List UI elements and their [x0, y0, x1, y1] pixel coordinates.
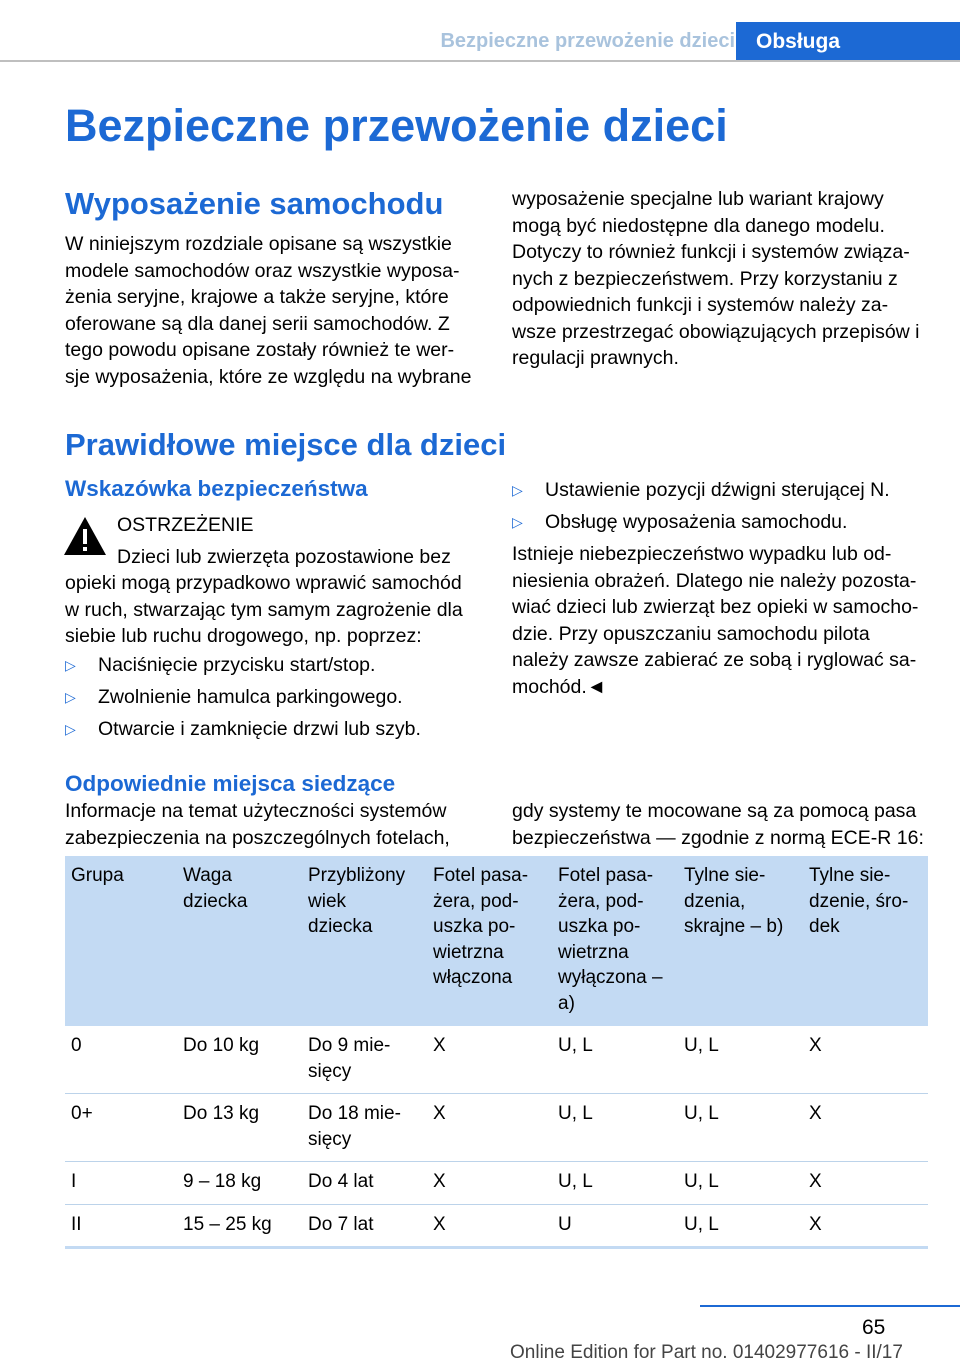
- warning-text: [65, 570, 463, 650]
- header-line: wiek: [308, 890, 347, 912]
- header-line: dzenie, śro-: [809, 890, 909, 912]
- header-line: żera, pod-: [558, 890, 644, 912]
- table-cell: Do 7 lat: [302, 1204, 427, 1248]
- header-line: dziecka: [308, 916, 373, 937]
- page-title: Bezpieczne przewożenie dzieci: [65, 100, 728, 151]
- text-line: gdy systemy te mocowane są za pomocą pasa: [512, 800, 917, 822]
- text-line: siebie lub ruchu drogowego, np. poprzez:: [65, 625, 422, 647]
- table-cell: U, L: [678, 1026, 803, 1094]
- table-cell: U, L: [552, 1162, 678, 1205]
- text-line: W niniejszym rozdziale opisane są wszystkie: [65, 233, 452, 255]
- table-cell: U, L: [678, 1094, 803, 1162]
- header-line: Tylne sie-: [809, 865, 891, 886]
- table-cell: X: [803, 1094, 928, 1162]
- header-line: dzenia,: [684, 890, 746, 912]
- table-header-cell: [427, 856, 552, 1026]
- warning-text-right: [512, 541, 918, 700]
- text-line: żenia seryjne, krajowe a także seryjne, które: [65, 286, 449, 308]
- header-line: skrajne – b): [684, 916, 784, 937]
- header-line: Fotel pasa-: [558, 865, 654, 886]
- table-cell: X: [803, 1162, 928, 1205]
- footer-divider: [700, 1305, 960, 1307]
- child-place-heading: Prawidłowe miejsce dla dzieci: [65, 427, 507, 462]
- table-cell: Do 4 lat: [302, 1162, 427, 1205]
- header-line: a): [558, 992, 575, 1014]
- text-line: wiać dzieci lub zwierząt bez opieki w samocho-: [512, 596, 919, 618]
- header-line: Waga: [183, 865, 232, 886]
- table-cell: U, L: [552, 1094, 678, 1162]
- text-line: wyposażenie specjalne lub wariant krajowy: [512, 188, 884, 210]
- table-cell: X: [803, 1026, 928, 1094]
- text-line: odpowiednich funkcji i systemów należy za-: [512, 294, 889, 316]
- table-cell: U, L: [678, 1204, 803, 1248]
- text-line: niesienia obrażeń. Dlatego nie należy pozosta-: [512, 569, 917, 592]
- header-line: Przybliżony: [308, 865, 406, 886]
- header-line: uszka po-: [558, 916, 641, 937]
- text-line: sje wyposażenia, które ze względu na wybrane: [65, 365, 472, 388]
- seat-suitability-table: [65, 856, 928, 1249]
- table-cell: X: [427, 1094, 552, 1162]
- table-cell: Do 9 mie- sięcy: [302, 1026, 427, 1094]
- text-line: opieki mogą przypadkowo wprawić samochód: [65, 572, 462, 594]
- table-row: [65, 1162, 928, 1205]
- header-line: Grupa: [71, 865, 124, 886]
- table-cell: U: [552, 1204, 678, 1248]
- text-line: oferowane są dla danej serii samochodów. Z: [65, 312, 450, 335]
- header-line: włączona: [433, 967, 513, 988]
- table-cell: X: [427, 1162, 552, 1205]
- header-line: żera, pod-: [433, 890, 519, 912]
- header-line: Fotel pasa-: [433, 865, 529, 886]
- equipment-text-right: [512, 186, 920, 372]
- table-row: [65, 1094, 928, 1162]
- table-header-row: [65, 856, 928, 1026]
- text-line: tego powodu opisane zostały również te wer-: [65, 339, 455, 361]
- header-line: Tylne sie-: [684, 865, 766, 886]
- header-line: wietrzna: [558, 941, 629, 963]
- table-cell: X: [427, 1026, 552, 1094]
- seats-text-right: [512, 798, 924, 851]
- header-line: uszka po-: [433, 916, 516, 937]
- text-line: Istnieje niebezpieczeństwo wypadku lub od-: [512, 543, 892, 565]
- triangle-bullet-icon: ▷: [65, 721, 76, 737]
- text-line: regulacji prawnych.: [512, 347, 679, 369]
- text-line: Informacje na temat użyteczności systemów: [65, 800, 447, 822]
- table-row: [65, 1026, 928, 1094]
- text-line: w ruch, stwarzając tym samym zagrożenie dla: [65, 598, 463, 621]
- header-line: wietrzna: [433, 941, 504, 963]
- header-divider: [0, 60, 960, 62]
- page-header: [0, 0, 960, 62]
- triangle-bullet-icon: ▷: [65, 689, 76, 705]
- table-cell: U, L: [552, 1026, 678, 1094]
- warning-triangle-icon: [62, 515, 108, 557]
- header-line: dek: [809, 916, 840, 937]
- table-cell: I: [65, 1162, 177, 1205]
- seats-heading: Odpowiednie miejsca siedzące: [65, 771, 396, 796]
- equipment-text-left: [65, 231, 471, 390]
- table-cell: 15 – 25 kg: [177, 1204, 302, 1248]
- header-section-title: Bezpieczne przewożenie dzieci: [440, 30, 735, 52]
- text-line: należy zawsze zabierać ze sobą i ryglować sa-: [512, 649, 917, 671]
- equipment-heading: Wyposażenie samochodu: [65, 186, 444, 221]
- table-cell: 0+: [65, 1094, 177, 1162]
- header-line: dziecka: [183, 890, 248, 912]
- text-line: Dotyczy to również funkcji i systemów związa-: [512, 241, 910, 263]
- table-cell: 0: [65, 1026, 177, 1094]
- table-cell: X: [427, 1204, 552, 1248]
- triangle-bullet-icon: ▷: [512, 514, 523, 530]
- table-body: [65, 1026, 928, 1248]
- page-number: 65: [862, 1316, 886, 1339]
- text-line: dzie. Przy opuszczaniu samochodu pilota: [512, 622, 870, 645]
- table-cell: Do 13 kg: [177, 1094, 302, 1162]
- header-chapter-tab[interactable]: Obsługa: [736, 22, 960, 62]
- table-cell: U, L: [678, 1162, 803, 1205]
- header-line: wyłączona –: [558, 967, 663, 988]
- triangle-bullet-icon: ▷: [512, 482, 523, 498]
- table-cell: Do 10 kg: [177, 1026, 302, 1094]
- warning-label: OSTRZEŻENIE: [117, 514, 254, 536]
- text-line: zabezpieczenia na poszczególnych fotelach,: [65, 826, 450, 849]
- table-header-cell: [678, 856, 803, 1026]
- footer-edition: Online Edition for Part no. 01402977616 - II/17: [510, 1342, 903, 1363]
- text-line: nych z bezpieczeństwem. Przy korzystaniu z: [512, 267, 898, 290]
- seats-text-left: [65, 798, 450, 851]
- text-line: mochód.◄: [512, 675, 607, 698]
- table-row: [65, 1204, 928, 1248]
- table-cell: 9 – 18 kg: [177, 1162, 302, 1205]
- text-line: bezpieczeństwa — zgodnie z normą ECE-R 16:: [512, 826, 924, 849]
- triangle-bullet-icon: ▷: [65, 657, 76, 673]
- table-cell: X: [803, 1204, 928, 1248]
- table-header-cell: [65, 856, 177, 1026]
- table-header-cell: [177, 856, 302, 1026]
- text-line: mogą być niedostępne dla danego modelu.: [512, 214, 885, 237]
- table-cell: II: [65, 1204, 177, 1248]
- table-header-cell: [803, 856, 928, 1026]
- table-header-cell: [552, 856, 678, 1026]
- safety-note-heading: Wskazówka bezpieczeństwa: [65, 476, 368, 501]
- warning-text-first-line: Dzieci lub zwierzęta pozostawione bez: [117, 546, 451, 568]
- text-line: wsze przestrzegać obowiązujących przepisów i: [512, 320, 920, 343]
- table-header-cell: [302, 856, 427, 1026]
- table-cell: Do 18 mie- sięcy: [302, 1094, 427, 1162]
- text-line: modele samochodów oraz wszystkie wyposa-: [65, 259, 460, 282]
